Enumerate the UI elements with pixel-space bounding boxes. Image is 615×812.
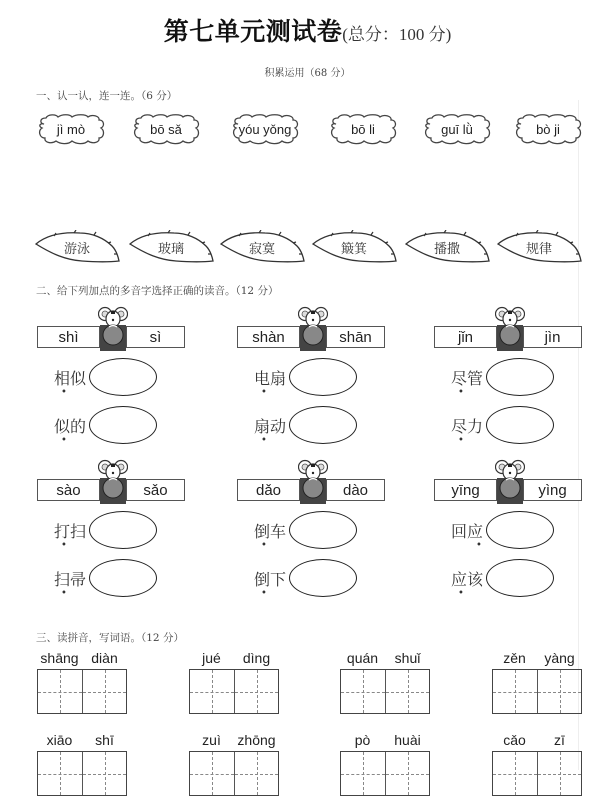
polyphone-word: [54, 414, 87, 446]
section2-heading: 二、给下列加点的多音字选择正确的读音。（12 分）: [36, 285, 279, 297]
emphasis-dot: •: [261, 435, 267, 446]
pinyin-syllable-2: diàn: [91, 650, 118, 666]
polyphone-word: [254, 366, 287, 398]
tianzige-grid[interactable]: [189, 669, 279, 714]
polyphone-word: [254, 567, 287, 599]
title-total: (总分：100 分): [342, 25, 452, 44]
write-word-item: [492, 650, 584, 730]
pinyin-option-text: dào: [342, 481, 369, 499]
emphasis-dot: •: [458, 435, 464, 446]
tianzige-grid[interactable]: [340, 669, 430, 714]
cloud-label: yóu yǒng: [238, 121, 292, 137]
pinyin-syllable-2: dìng: [242, 650, 271, 666]
word-leaf[interactable]: [34, 230, 120, 264]
polyphone-word: [451, 366, 484, 398]
answer-oval[interactable]: [289, 406, 357, 444]
tianzige-grid[interactable]: [37, 669, 127, 714]
word-text: 回应: [451, 522, 484, 541]
pinyin-option-text: jǐn: [457, 328, 473, 346]
grid-cell[interactable]: [537, 752, 581, 795]
word-text: 倒下: [254, 570, 287, 589]
word-leaf[interactable]: [128, 230, 214, 264]
pinyin-syllable-1: cǎo: [503, 732, 526, 748]
grid-cell[interactable]: [385, 752, 429, 795]
leaf-label: 簸箕: [340, 241, 367, 257]
pinyin-cloud[interactable]: [422, 114, 492, 144]
pinyin-option-right[interactable]: [126, 326, 185, 348]
pinyin-syllable-1: zěn: [503, 650, 526, 666]
tianzige-grid[interactable]: [492, 751, 582, 796]
answer-oval[interactable]: [89, 511, 157, 549]
grid-cell[interactable]: [38, 752, 82, 795]
pinyin-syllable-1: shāng: [40, 650, 79, 666]
mouse-icon: [98, 458, 128, 504]
pinyin-option-text: shì: [58, 328, 79, 346]
write-word-item: [37, 650, 129, 730]
grid-cell[interactable]: [234, 752, 278, 795]
write-word-item: [189, 732, 281, 812]
answer-oval[interactable]: [289, 358, 357, 396]
polyphone-word: [451, 414, 484, 446]
pinyin-option-left[interactable]: [237, 479, 300, 501]
answer-oval[interactable]: [89, 358, 157, 396]
emphasis-dot: •: [261, 588, 267, 599]
polyphone-group: [434, 458, 580, 608]
mouse-icon: [495, 458, 525, 504]
pinyin-syllable-2: zī: [554, 732, 565, 748]
pinyin-syllable-2: zhōng: [237, 732, 276, 748]
polyphone-word: [451, 567, 484, 599]
write-word-item: [492, 732, 584, 812]
section-subtitle: 积累运用（68 分）: [264, 68, 351, 79]
polyphone-group: [37, 458, 183, 608]
grid-cell[interactable]: [341, 752, 385, 795]
answer-oval[interactable]: [486, 511, 554, 549]
word-text: 扇动: [254, 417, 287, 436]
pinyin-option-left[interactable]: [37, 479, 100, 501]
emphasis-dot: •: [458, 387, 464, 398]
pinyin-option-text: sì: [149, 328, 162, 346]
grid-cell[interactable]: [493, 670, 537, 713]
emphasis-dot: •: [261, 387, 267, 398]
leaf-label: 寂寞: [248, 241, 275, 257]
tianzige-grid[interactable]: [340, 751, 430, 796]
polyphone-group: [434, 305, 580, 455]
answer-oval[interactable]: [89, 559, 157, 597]
word-leaf[interactable]: [219, 230, 305, 264]
pinyin-option-text: shān: [339, 328, 372, 346]
answer-oval[interactable]: [289, 559, 357, 597]
cloud-label: bò ji: [536, 121, 560, 137]
word-leaf[interactable]: [496, 230, 582, 264]
pinyin-cloud[interactable]: [36, 114, 106, 144]
grid-cell[interactable]: [82, 670, 126, 713]
title-main: 第七单元测试卷: [163, 17, 343, 46]
word-text: 尽管: [451, 369, 484, 388]
word-text: 相似: [54, 369, 87, 388]
emphasis-dot: •: [61, 435, 67, 446]
polyphone-word: [54, 519, 87, 551]
pinyin-option-right[interactable]: [523, 479, 582, 501]
page-title: [0, 12, 615, 48]
polyphone-word: [254, 414, 287, 446]
polyphone-word: [254, 519, 287, 551]
answer-oval[interactable]: [486, 406, 554, 444]
emphasis-dot: •: [476, 540, 482, 551]
cloud-label: bō li: [351, 121, 375, 137]
cloud-label: guī lǜ: [441, 121, 473, 137]
emphasis-dot: •: [61, 540, 67, 551]
mouse-icon: [495, 305, 525, 351]
pinyin-option-text: yīng: [451, 481, 480, 499]
mouse-icon: [98, 305, 128, 351]
grid-cell[interactable]: [493, 752, 537, 795]
grid-cell[interactable]: [82, 752, 126, 795]
polyphone-group: [237, 458, 383, 608]
pinyin-syllable-1: xiāo: [46, 732, 73, 748]
pinyin-option-left[interactable]: [434, 326, 497, 348]
grid-cell[interactable]: [537, 670, 581, 713]
pinyin-option-left[interactable]: [434, 479, 497, 501]
word-text: 似的: [54, 417, 87, 436]
emphasis-dot: •: [61, 387, 67, 398]
pinyin-option-left[interactable]: [37, 326, 100, 348]
emphasis-dot: •: [61, 588, 67, 599]
write-word-item: [189, 650, 281, 730]
pinyin-cloud[interactable]: [513, 114, 583, 144]
pinyin-option-text: jìn: [544, 328, 561, 346]
pinyin-syllable-2: shī: [95, 732, 114, 748]
pinyin-option-text: yìng: [538, 481, 567, 499]
word-text: 打扫: [54, 522, 87, 541]
emphasis-dot: •: [458, 588, 464, 599]
leaf-label: 播撒: [433, 241, 460, 257]
pinyin-syllable-1: zuì: [202, 732, 221, 748]
pinyin-option-text: dǎo: [255, 481, 282, 499]
mouse-icon: [298, 305, 328, 351]
grid-cell[interactable]: [341, 670, 385, 713]
tianzige-grid[interactable]: [37, 751, 127, 796]
pinyin-option-text: shàn: [252, 328, 285, 346]
grid-cell[interactable]: [385, 670, 429, 713]
pinyin-option-text: sào: [56, 481, 81, 499]
pinyin-option-right[interactable]: [523, 326, 582, 348]
grid-cell[interactable]: [38, 670, 82, 713]
mouse-icon: [298, 458, 328, 504]
pinyin-syllable-1: jué: [202, 650, 221, 666]
pinyin-cloud[interactable]: [131, 114, 201, 144]
polyphone-group: [37, 305, 183, 455]
write-word-item: [37, 732, 129, 812]
emphasis-dot: •: [261, 540, 267, 551]
polyphone-word: [451, 519, 484, 551]
pinyin-cloud[interactable]: [230, 114, 300, 144]
word-text: 尽力: [451, 417, 484, 436]
grid-cell[interactable]: [190, 670, 234, 713]
pinyin-option-right[interactable]: [326, 326, 385, 348]
answer-oval[interactable]: [289, 511, 357, 549]
pinyin-option-right[interactable]: [126, 479, 185, 501]
pinyin-cloud[interactable]: [328, 114, 398, 144]
pinyin-syllable-2: yàng: [544, 650, 575, 666]
section1-heading: 一、认一认，连一连。（6 分）: [36, 90, 178, 102]
leaf-label: 规律: [525, 241, 552, 257]
answer-oval[interactable]: [486, 358, 554, 396]
pinyin-option-text: sǎo: [143, 481, 168, 499]
write-word-item: [340, 650, 432, 730]
word-text: 扫帚: [54, 570, 87, 589]
answer-oval[interactable]: [486, 559, 554, 597]
leaf-label: 游泳: [63, 241, 90, 257]
pinyin-syllable-1: quán: [346, 650, 379, 666]
cloud-label: jì mò: [56, 121, 86, 137]
write-word-item: [340, 732, 432, 812]
section3-heading: 三、读拼音，写词语。（12 分）: [36, 632, 184, 644]
polyphone-word: [54, 366, 87, 398]
word-leaf[interactable]: [311, 230, 397, 264]
tianzige-grid[interactable]: [189, 751, 279, 796]
pinyin-syllable-2: shuǐ: [394, 650, 421, 666]
pinyin-option-right[interactable]: [326, 479, 385, 501]
answer-oval[interactable]: [89, 406, 157, 444]
pinyin-syllable-2: huài: [394, 732, 421, 748]
grid-cell[interactable]: [190, 752, 234, 795]
polyphone-group: [237, 305, 383, 455]
grid-cell[interactable]: [234, 670, 278, 713]
word-text: 倒车: [254, 522, 287, 541]
tianzige-grid[interactable]: [492, 669, 582, 714]
pinyin-option-left[interactable]: [237, 326, 300, 348]
cloud-label: bō sǎ: [150, 121, 182, 137]
word-leaf[interactable]: [404, 230, 490, 264]
word-text: 电扇: [254, 369, 287, 388]
leaf-label: 玻璃: [157, 241, 184, 257]
polyphone-word: [54, 567, 87, 599]
word-text: 应该: [451, 570, 484, 589]
pinyin-syllable-1: pò: [354, 732, 371, 748]
